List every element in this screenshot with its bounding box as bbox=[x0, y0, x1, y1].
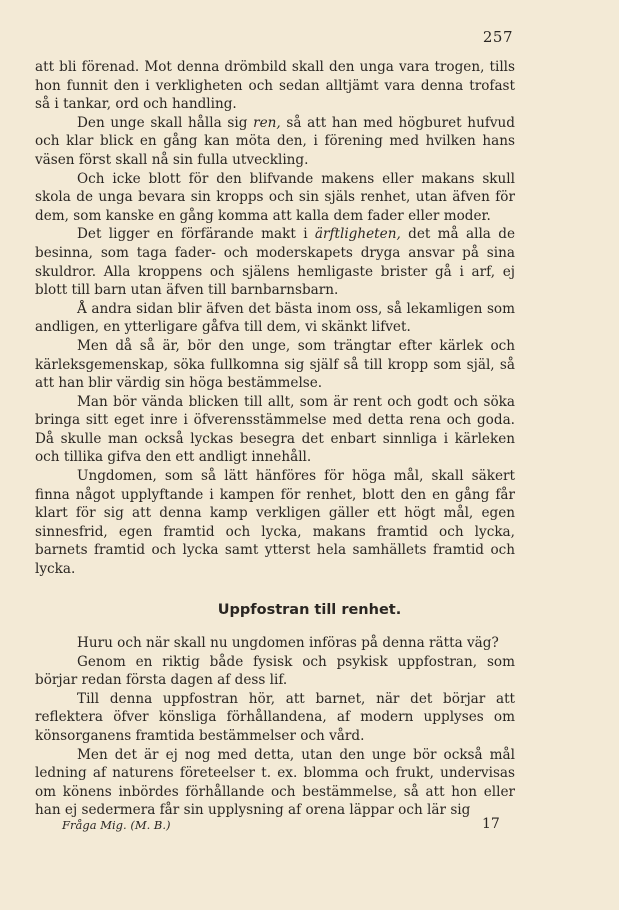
page-number: 257 bbox=[482, 28, 513, 46]
footer-signature: Fråga Mig. (M. B.) bbox=[62, 818, 171, 832]
paragraph: att bli förenad. Mot denna drömbild skall den unga vara trogen, tills hon funnit den i verkligheten och sedan alltjämt vara denna trofast så i tankar, ord och handling. bbox=[35, 59, 515, 113]
italic-word: ren, bbox=[253, 114, 281, 131]
paragraph: Till denna uppfostran hör, att barnet, när det börjar att reflektera öfver könsliga förhållandena, af modern upplyses om könsorganens framtida bestämmelser och vård. bbox=[35, 690, 515, 744]
paragraph-text: så att han med högburet hufvud och klar blick en gång kan möta den, i förening med hvilken hans väsen först skall nå sin fulla utveckling. bbox=[35, 114, 515, 168]
paragraph-text: det må alla de besinna, som taga fader- och moderskapets dryga ansvar på sina skuldror. Alla kroppens och själens hemligaste brister gå i arf, ej blott till barn utan äfven till barnbarnsbarn. bbox=[35, 226, 515, 299]
body-text-section-1 bbox=[35, 58, 515, 579]
section-heading: Uppfostran till renhet. bbox=[217, 602, 402, 618]
body-text-section-2 bbox=[35, 634, 515, 820]
paragraph bbox=[35, 225, 515, 299]
paragraph: Genom en riktig både fysisk och psykisk uppfostran, som börjar redan första dagen af dess lif. bbox=[35, 653, 515, 689]
italic-word: ärftligheten, bbox=[314, 226, 401, 243]
paragraph: Man bör vända blicken till allt, som är rent och godt och söka bringa sitt eget inre i öfverensstämmelse med detta rena och goda. Då skulle man också lyckas besegra det enbart sinnliga i kärleken och tillika gifva den ett andligt innehåll. bbox=[35, 393, 515, 466]
paragraph: Men det är ej nog med detta, utan den unge bör också mål ledning af naturens företeelser t. ex. blomma och frukt, undervisas om könens inbördes förhållande och bestämmelse, så att hon eller han ej sedermera får sin upplysning af orena läppar och lär sig bbox=[35, 746, 515, 819]
paragraph bbox=[35, 114, 515, 170]
paragraph-text: Den unge skall hålla sig bbox=[77, 114, 254, 131]
paragraph: Men då så är, bör den unge, som trängtar efter kärlek och kärleksgemenskap, söka fullkomna sig själf så till kropp som själ, så att han blir värdig sin höga bestämmelse. bbox=[35, 337, 515, 392]
paragraph: Å andra sidan blir äfven det bästa inom oss, så lekamligen som andligen, en ytterligare gåfva till dem, vi skänkt lifvet. bbox=[35, 300, 515, 336]
paragraph: Huru och när skall nu ungdomen införas på denna rätta väg? bbox=[77, 635, 499, 651]
footer-sheet-number: 17 bbox=[482, 816, 500, 832]
paragraph-text: Det ligger en förfärande makt i bbox=[77, 226, 315, 243]
paragraph: Och icke blott för den blifvande makens eller makans skull skola de unga bevara sin kropps och sin själs renhet, utan äfven för dem, som kanske en gång komma att kalla dem fader eller moder. bbox=[35, 170, 515, 224]
paragraph: Ungdomen, som så lätt hänföres för höga mål, skall säkert finna något upplyftande i kampen för renhet, blott den en gång får klart för sig att denna kamp verkligen gäller ett högt mål, egen sinnesfrid, egen framtid och lycka, makans framtid och lycka, barnets framtid och lycka samt ytterst hela samhällets framtid och lycka. bbox=[35, 468, 515, 578]
